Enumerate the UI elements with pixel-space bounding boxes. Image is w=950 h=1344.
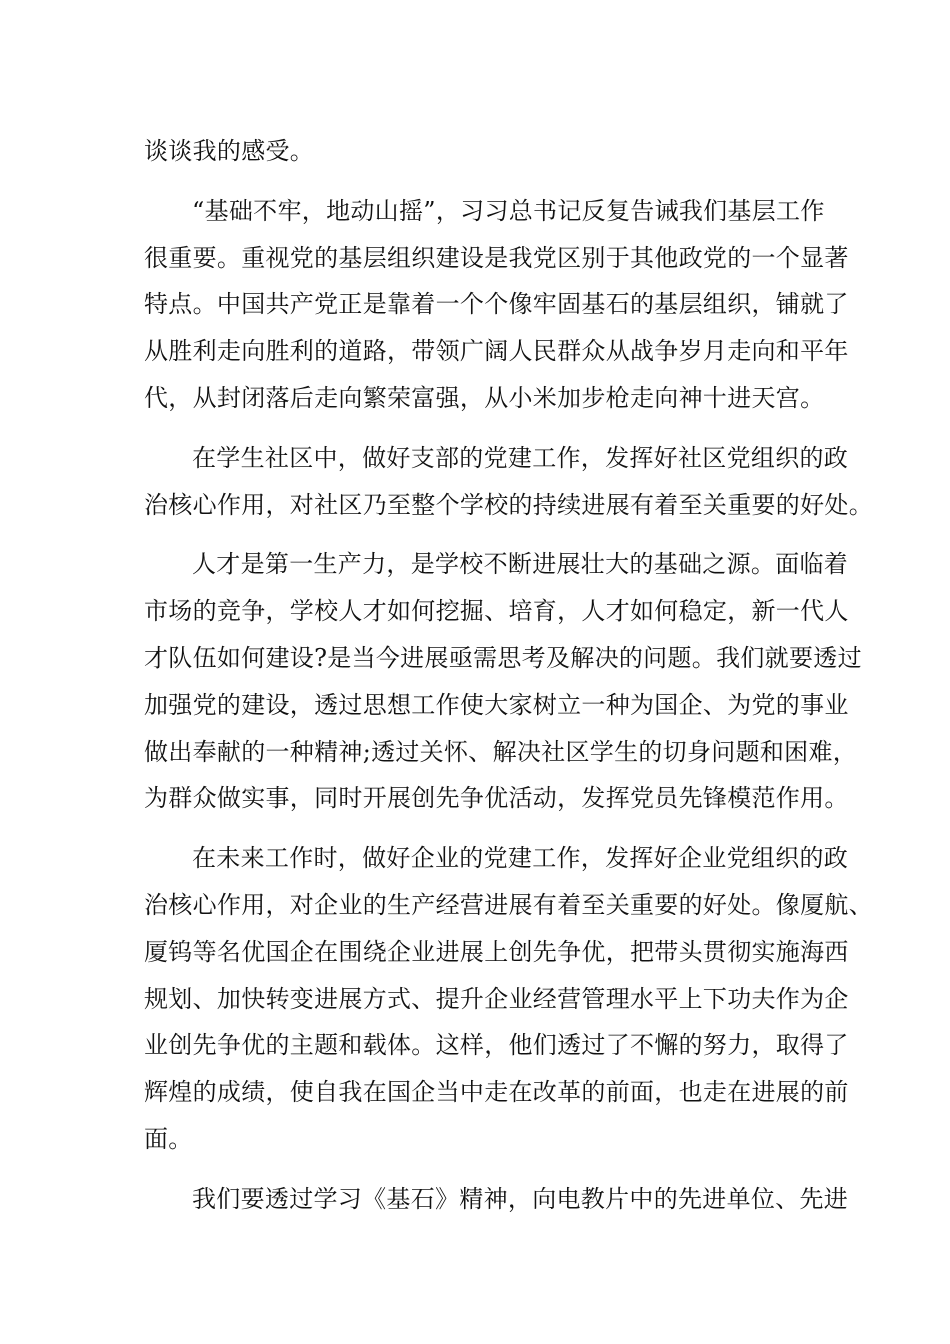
text-line: 业创先争优的主题和载体。这样，他们透过了不懈的努力，取得了	[144, 1031, 849, 1060]
paragraph-3	[144, 435, 873, 529]
paragraph-6	[144, 1176, 849, 1223]
paragraph-2	[144, 188, 849, 422]
text-line: 做出奉献的一种精神;透过关怀、解决社区学生的切身问题和困难，	[144, 737, 858, 766]
document-body	[144, 128, 873, 1223]
text-line: 为群众做实事，同时开展创先争优活动，发挥党员先锋模范作用。	[144, 784, 849, 813]
text-line: 我们要透过学习《基石》精神，向电教片中的先进单位、先进	[192, 1184, 849, 1213]
paragraph-4	[144, 541, 862, 822]
paragraph-1	[144, 128, 814, 175]
text-line: 治核心作用，对企业的生产经营进展有着至关重要的好处。像厦航、	[144, 890, 873, 919]
text-line: 代，从封闭落后走向繁荣富强，从小米加步枪走向神十进天宫。	[144, 383, 825, 412]
text-line: 市场的竞争，学校人才如何挖掘、培育，人才如何稳定，新一代人	[144, 597, 849, 626]
text-line: 加强党的建设，透过思想工作使大家树立一种为国企、为党的事业	[144, 690, 849, 719]
text-line: 人才是第一生产力，是学校不断进展壮大的基础之源。面临着	[192, 550, 849, 579]
text-line: 治核心作用，对社区乃至整个学校的持续进展有着至关重要的好处。	[144, 490, 873, 519]
text-line: 特点。中国共产党正是靠着一个个像牢固基石的基层组织，铺就了	[144, 290, 849, 319]
text-line: 厦钨等名优国企在围绕企业进展上创先争优，把带头贯彻实施海西	[144, 937, 849, 966]
text-line: 谈谈我的感受。	[144, 137, 315, 165]
text-line: 很重要。重视党的基层组织建设是我党区别于其他政党的一个显著	[144, 243, 849, 272]
paragraph-5	[144, 835, 873, 1163]
text-line: “基础不牢，地动山摇”，习习总书记反复告诫我们基层工作	[192, 196, 825, 225]
text-line: 在未来工作时，做好企业的党建工作，发挥好企业党组织的政	[192, 844, 849, 873]
text-line: 面。	[144, 1124, 193, 1153]
text-line: 规划、加快转变进展方式、提升企业经营管理水平上下功夫作为企	[144, 984, 849, 1013]
text-line: 从胜利走向胜利的道路，带领广阔人民群众从战争岁月走向和平年	[144, 337, 849, 366]
text-line: 才队伍如何建设?是当今进展亟需思考及解决的问题。我们就要透过	[144, 643, 862, 672]
text-line: 在学生社区中，做好支部的党建工作，发挥好社区党组织的政	[192, 443, 849, 472]
text-line: 辉煌的成绩，使自我在国企当中走在改革的前面，也走在进展的前	[144, 1078, 849, 1107]
